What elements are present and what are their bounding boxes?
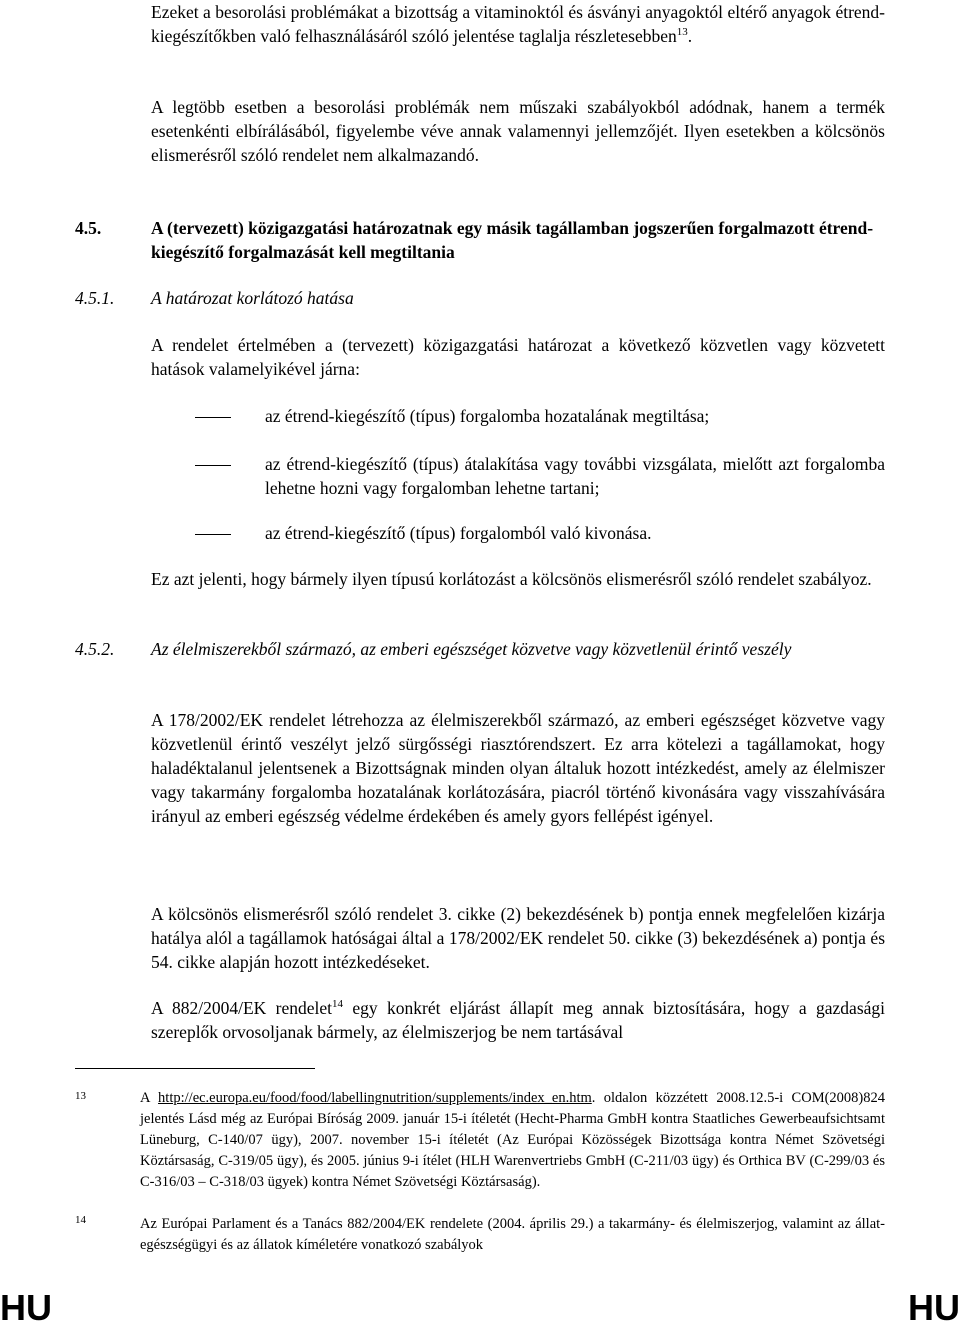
section-number-4-5-1: 4.5.1.	[75, 288, 115, 308]
footnote-number-13: 13	[75, 1090, 86, 1102]
section-title-4-5: A (tervezett) közigazgatási határozatnak egy másik tagállamban jogszerűen forgalmazott étrend-kiegészítő forgalmazását kell megtiltania	[151, 218, 874, 262]
paragraph-exclusion: A kölcsönös elismerésről szóló rendelet 3. cikke (2) bekezdésének b) pontja ennek megfelelően kizárja hatálya alól a tagállamok hatóságai által a 178/2002/EK rendelet 50. cikke (3) bekezdésének a) pontja és 54. cikke alapján hozott intézkedéseket.	[151, 904, 885, 972]
paragraph-regulation-effects: A rendelet értelmében a (tervezett) közigazgatási határozat a következő közvetlen vagy közvetett hatások valamelyikével járna:	[151, 335, 885, 379]
section-title-4-5-1: A határozat korlátozó hatása	[151, 288, 354, 308]
footnote-13	[140, 1088, 885, 1193]
footnote-number-14: 14	[75, 1214, 86, 1226]
footnote-separator	[75, 1068, 315, 1069]
dash-bullet-2	[195, 465, 231, 466]
section-number-4-5-2: 4.5.2.	[75, 639, 115, 659]
language-mark-left: HU	[0, 1287, 52, 1328]
footnote-ref-13[interactable]: 13	[676, 26, 688, 39]
footnote-ref-14[interactable]: 14	[332, 998, 344, 1011]
paragraph-classification	[151, 0, 885, 48]
paragraph-882-regulation	[151, 996, 885, 1044]
section-title-4-5-2: Az élelmiszerekből származó, az emberi egészséget közvetve vagy közvetlenül érintő veszély	[151, 639, 792, 659]
paragraph-text-continued: egy konkrét eljárást állapít meg annak biztosítására, hogy a gazdasági szereplők orvosoljanak bármely, az élelmiszerjog be nem tartásával	[151, 998, 886, 1042]
paragraph-alert-system: A 178/2002/EK rendelet létrehozza az élelmiszerekből származó, az emberi egészséget közvetve vagy közvetlenül érintő veszélyt jelző sürgősségi riasztórendszert. Ez arra kötelezi a tagállamokat, hogy haladéktalanul jelentsenek a Bizottságnak minden olyan általuk hozott intézkedést, amely az élelmiszer vagy takarmány forgalomba hozatalának korlátozására, piacról történő kivonására vagy visszahívására irányul az emberi egészség védelme érdekében és amely gyors fellépést igényel.	[151, 710, 885, 826]
bullet-item-3: az étrend-kiegészítő (típus) forgalomból való kivonása.	[265, 523, 652, 543]
paragraph-technical-rules: A legtöbb esetben a besorolási problémák nem műszaki szabályokból adódnak, hanem a termék esetenkénti elbírálásából, figyelembe véve annak valamennyi jellemzőjét. Ilyen esetekben a kölcsönös elismerésről szóló rendelet nem alkalmazandó.	[151, 97, 885, 165]
dash-bullet-1	[195, 417, 231, 418]
language-mark-right: HU	[908, 1287, 960, 1328]
paragraph-restriction-scope: Ez azt jelenti, hogy bármely ilyen típusú korlátozást a kölcsönös elismerésről szóló rendelet szabályoz.	[151, 569, 872, 589]
paragraph-end: .	[687, 26, 693, 46]
bullet-item-2: az étrend-kiegészítő (típus) átalakítása vagy további vizsgálata, mielőtt azt forgalomba lehetne hozni vagy forgalomban lehetne tartani;	[265, 454, 885, 498]
dash-bullet-3	[195, 534, 231, 535]
paragraph-text: Ezeket a besorolási problémákat a bizottság a vitaminoktól és ásványi anyagoktól eltérő anyagok étrend-kiegészítőkben való felhasználásáról szóló jelentése taglalja részletesebben	[151, 2, 885, 46]
paragraph-text: A 882/2004/EK rendelet	[151, 998, 333, 1018]
footnote-link[interactable]: http://ec.europa.eu/food/food/labellingnutrition/supplements/index_en.htm	[158, 1090, 592, 1106]
bullet-item-1: az étrend-kiegészítő (típus) forgalomba hozatalának megtiltása;	[265, 406, 710, 426]
section-number-4-5: 4.5.	[75, 218, 102, 238]
footnote-text: A	[140, 1090, 159, 1106]
footnote-14: Az Európai Parlament és a Tanács 882/2004/EK rendelete (2004. április 29.) a takarmány- és élelmiszerjog, valamint az állat-egészségügyi és az állatok kíméletére vonatkozó szabályok	[140, 1216, 885, 1253]
footnote-text-continued: . oldalon közzétett 2008.12.5-i COM(2008)824 jelentés Lásd még az Európai Bíróság 2009. január 15-i ítéletét (Hecht-Pharma GmbH kontra Staatliches Gewerbeaufsichtsamt Lüneburg, C-140/07 ügy), 2007. november 15-i ítéletét (Az Európai Közösségek Bizottsága kontra Német Szövetségi Köztársaság, C-319/05 ügy), és 2005. június 9-i ítélet (HLH Warenvertriebs GmbH (C-211/03 ügy) és Orthica BV (C-299/03 és C-316/03 – C-318/03 ügyek) kontra Német Szövetségi Köztársaság).	[140, 1090, 885, 1190]
